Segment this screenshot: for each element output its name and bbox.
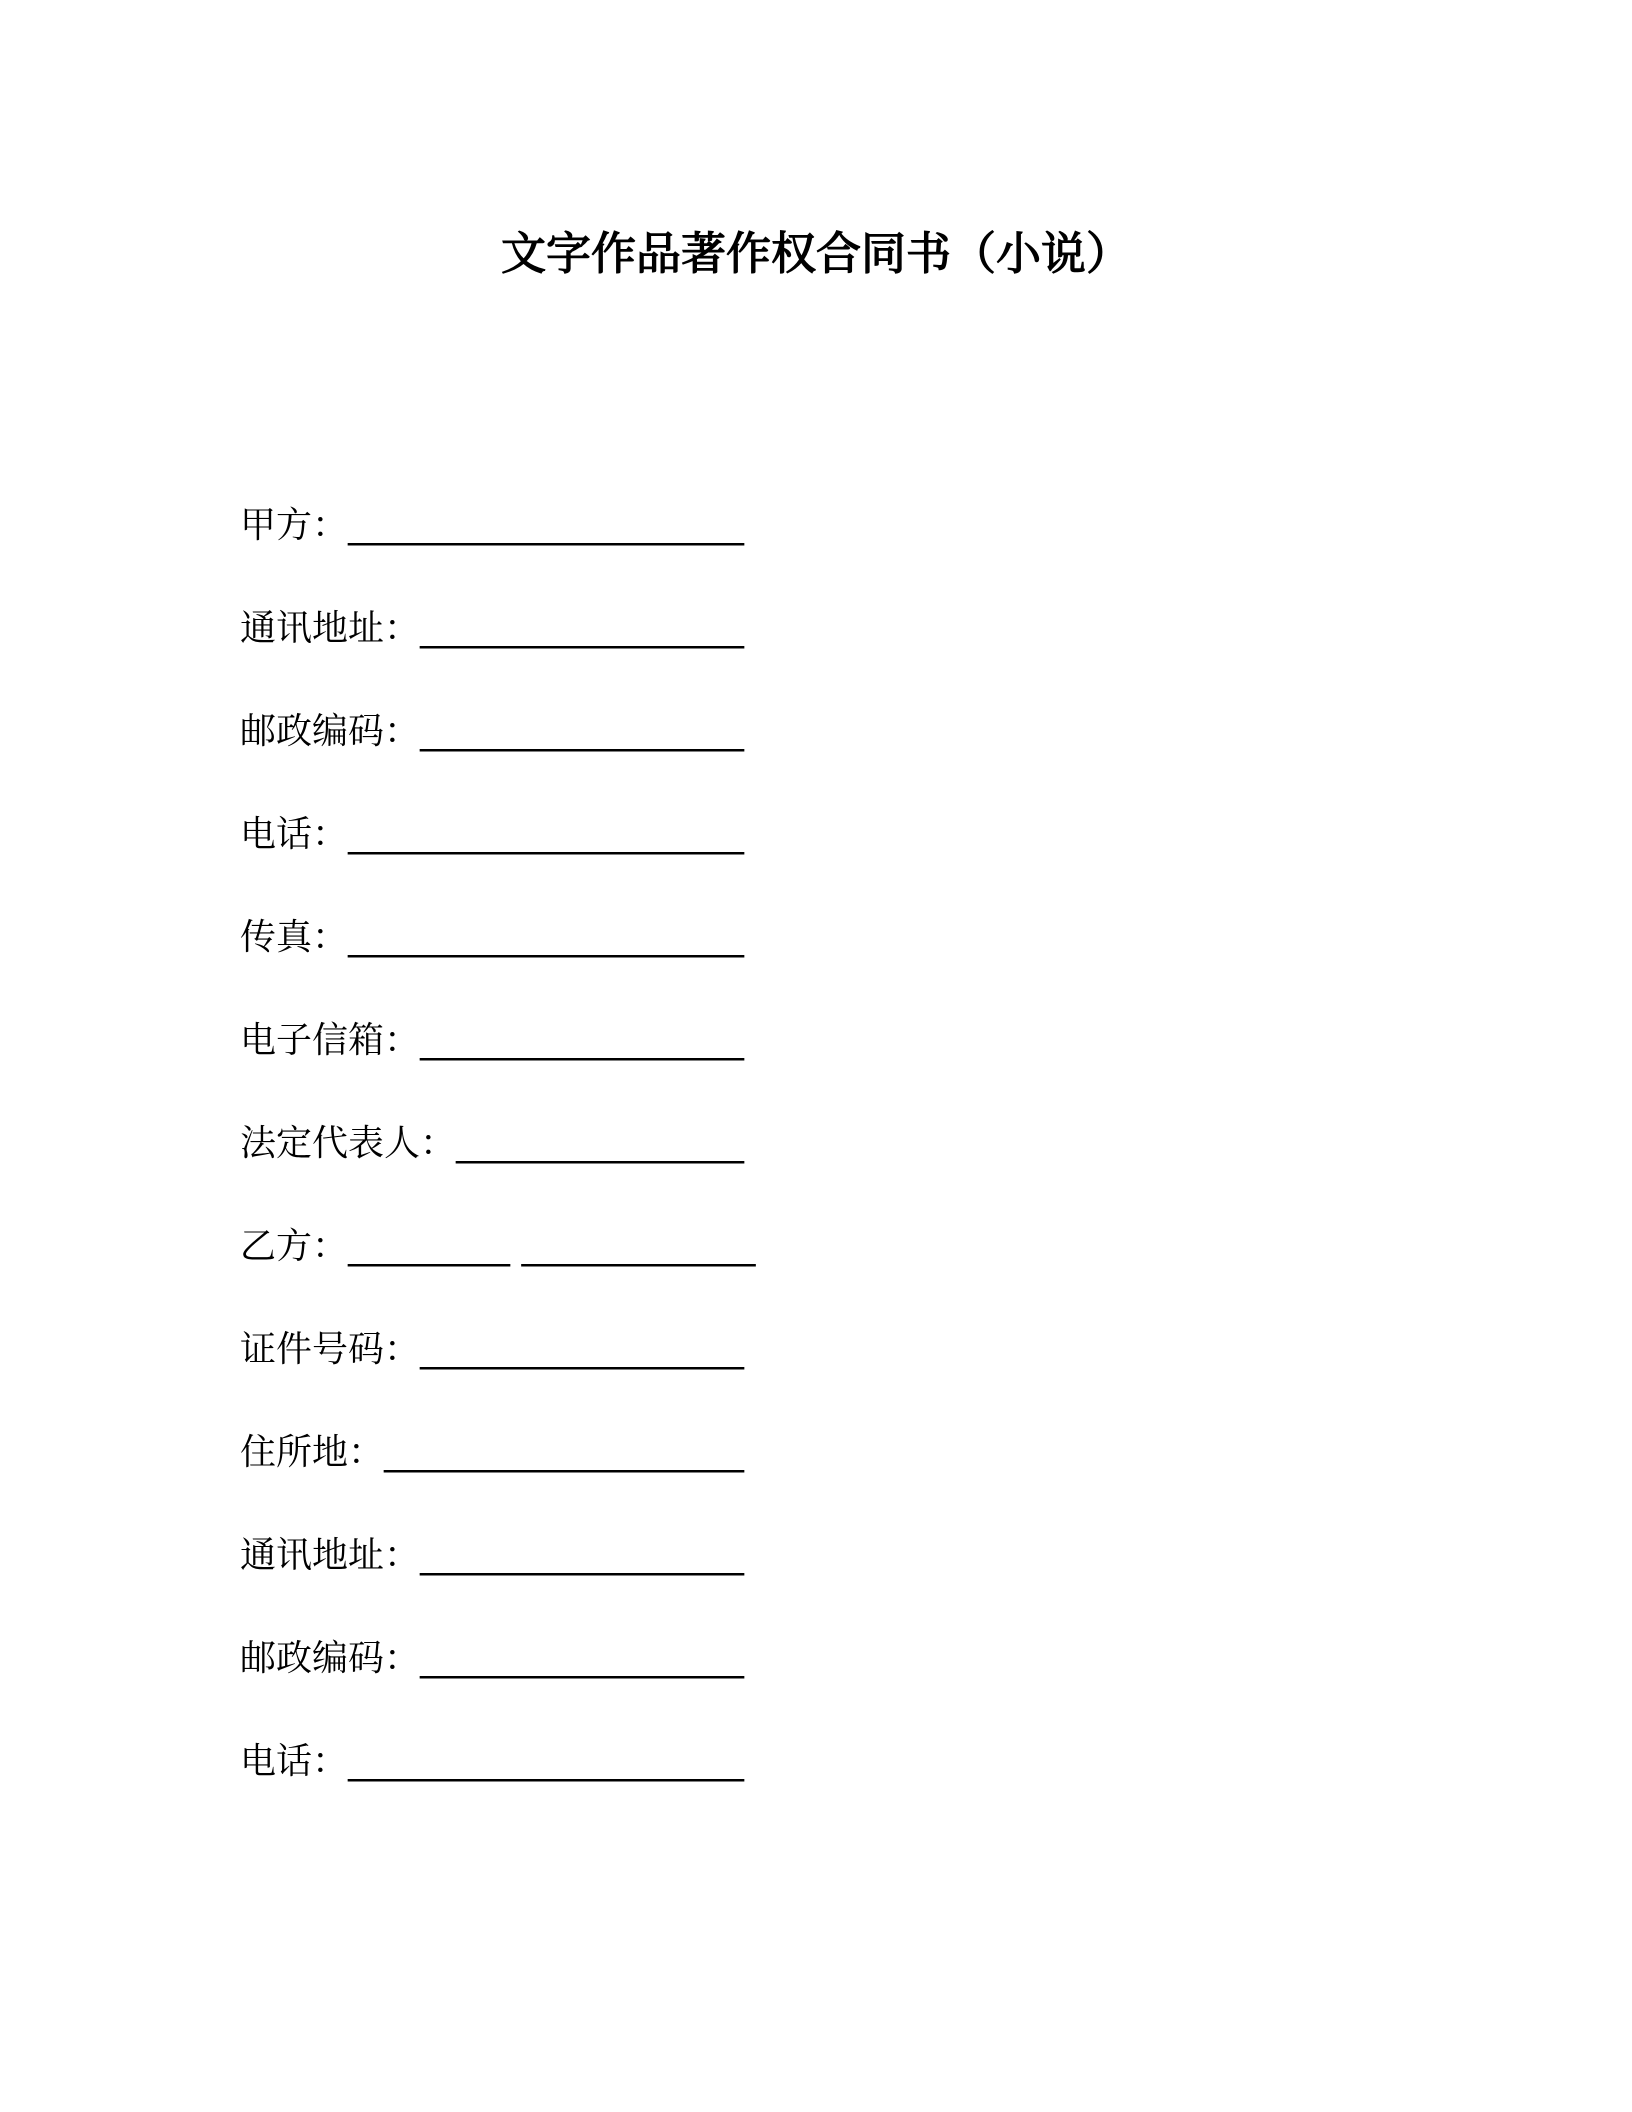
- party-b-blank: _________ _____________: [348, 1226, 756, 1267]
- party-a-email-blank: __________________: [420, 1020, 745, 1061]
- id-number-blank: __________________: [420, 1329, 745, 1370]
- party-a-address-label: 通讯地址：: [240, 608, 421, 649]
- party-b-postcode-blank: __________________: [420, 1638, 745, 1679]
- party-b-label: 乙方：: [240, 1226, 349, 1267]
- party-b-phone-label: 电话：: [240, 1741, 349, 1782]
- party-b-phone-blank: ______________________: [348, 1741, 745, 1782]
- domicile-blank: ____________________: [384, 1432, 745, 1473]
- party-b-field: [240, 1221, 755, 1273]
- party-a-fax-blank: ______________________: [348, 917, 745, 958]
- legal-representative-field: [240, 1118, 744, 1170]
- id-number-field: [240, 1324, 744, 1376]
- party-b-address-label: 通讯地址：: [240, 1535, 421, 1576]
- party-b-address-field: [240, 1530, 744, 1582]
- party-a-phone-blank: ______________________: [348, 814, 745, 855]
- document-title: 文字作品著作权合同书（小说）: [500, 227, 1131, 280]
- party-a-address-blank: __________________: [420, 608, 745, 649]
- domicile-label: 住所地：: [240, 1432, 385, 1473]
- domicile-field: [240, 1427, 744, 1479]
- party-b-postcode-label: 邮政编码：: [240, 1638, 421, 1679]
- id-number-label: 证件号码：: [240, 1329, 421, 1370]
- party-a-fax-field: [240, 912, 744, 964]
- party-b-phone-field: [240, 1736, 744, 1788]
- party-a-postcode-label: 邮政编码：: [240, 711, 421, 752]
- party-a-email-field: [240, 1015, 744, 1067]
- legal-representative-blank: ________________: [456, 1123, 745, 1164]
- party-b-postcode-field: [240, 1633, 744, 1685]
- party-a-address-field: [240, 603, 744, 655]
- legal-representative-label: 法定代表人：: [240, 1123, 457, 1164]
- party-a-field: [240, 500, 744, 552]
- party-a-blank: ______________________: [348, 505, 745, 546]
- party-a-phone-label: 电话：: [240, 814, 349, 855]
- party-a-postcode-field: [240, 706, 744, 758]
- party-b-address-blank: __________________: [420, 1535, 745, 1576]
- party-a-email-label: 电子信箱：: [240, 1020, 421, 1061]
- party-a-fax-label: 传真：: [240, 917, 349, 958]
- party-a-phone-field: [240, 809, 744, 861]
- party-a-postcode-blank: __________________: [420, 711, 745, 752]
- party-a-label: 甲方：: [240, 505, 349, 546]
